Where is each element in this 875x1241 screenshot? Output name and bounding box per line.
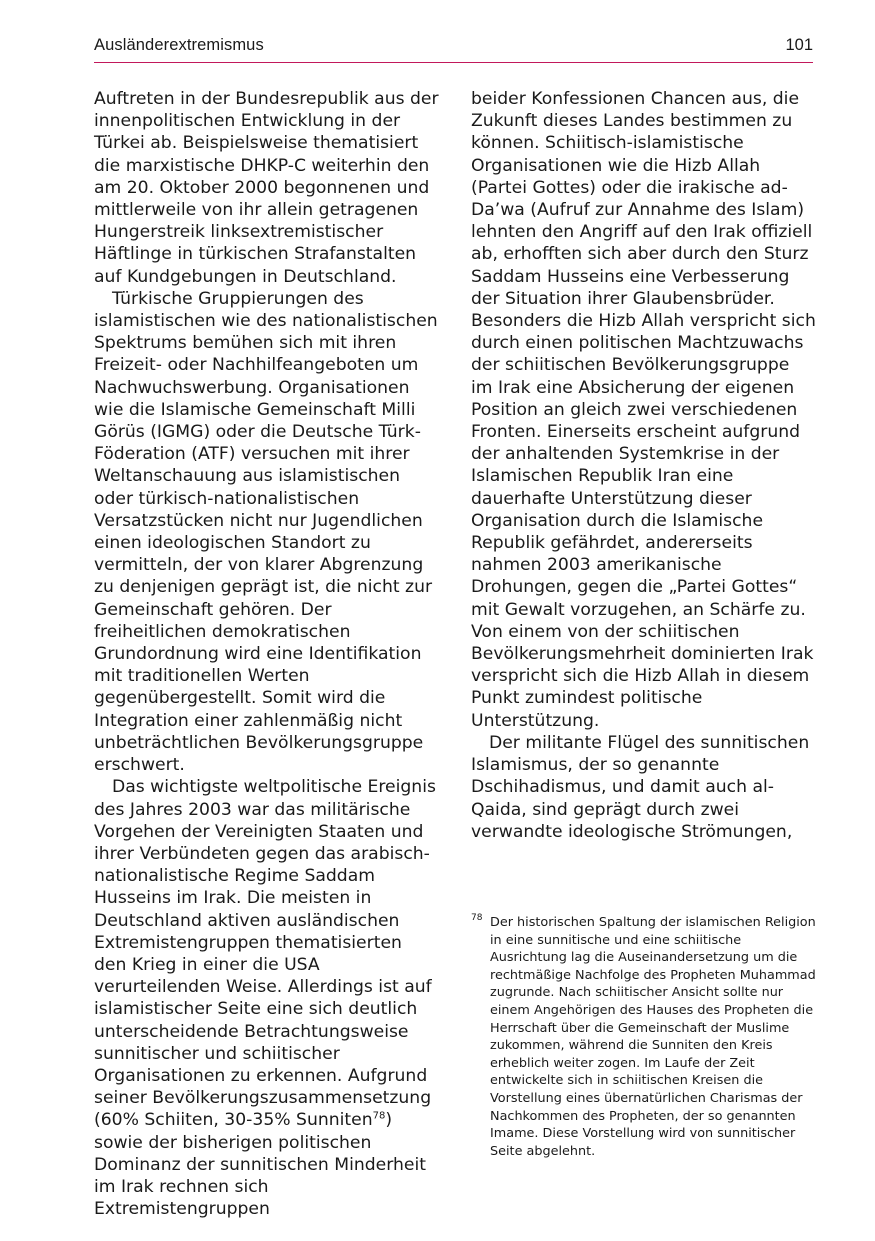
paragraph-1: Auftreten in der Bundesrepublik aus der innenpolitischen Entwicklung in der Türkei ab. Beispielsweise thematisiert die marxistische DHKP-C weiterhin den am 20. Oktober 2000 begonnenen und mittlerweile von ihr allein getragenen Hungerstreik linksextremistischer Häftlinge in türkischen Strafanstalten auf Kundgebungen in Deutschland.: [94, 89, 439, 287]
paragraph-3-text-a: Das wichtigste weltpolitische Ereignis des Jahres 2003 war das militärische Vorgehen der Vereinigten Staaten und ihrer Verbündeten gegen das arabisch-nationalistische Regime Saddam Husseins im Irak. Die meisten in Deutschland aktiven ausländischen Extremistengruppen thematisierten den Krieg in einer die USA verurteilenden Weise. Allerdings ist auf islamistischer Seite eine sich deutlich unterscheidende Betrachtungsweise sunnitischer und schiitischer Organisationen zu erkennen. Aufgrund seiner Bevölkerungszusammensetzung (60% Schiiten, 30-35% Sunniten: [94, 777, 436, 1131]
paragraph-5: Der militante Flügel des sunnitischen Islamismus, der so genannte Dschihadismus, und damit auch al-Qaida, sind geprägt durch zwei verwandte ideologische Strömungen,: [471, 732, 810, 842]
page-number: 101: [785, 36, 813, 54]
chapter-title: Ausländerextremismus: [94, 36, 264, 54]
footnote-text: Der historischen Spaltung der islamischen Religion in eine sunnitische und eine schiitische Ausrichtung lag die Auseinandersetzung um die rechtmäßige Nachfolge des Propheten Muhammad zugrunde. Nach schiitischer Ansicht sollte nur einem Angehörigen des Hauses des Propheten die Herrschaft über die Gemeinschaft der Muslime zukommen, während die Sunniten den Kreis erheblich weiter zogen. Im Laufe der Zeit entwickelte sich in schiitischen Kreisen die Vorstellung eines übernatürlichen Charismas der Nachkommen des Propheten, der so genannten Imame. Diese Vorstellung wird von sunnitischer Seite abgelehnt.: [490, 915, 816, 1159]
paragraph-3: [94, 776, 439, 1220]
footnote-number: 78: [471, 913, 483, 923]
footnote-reference[interactable]: 78: [372, 1110, 386, 1122]
paragraph-4: beider Konfessionen Chancen aus, die Zukunft dieses Landes bestimmen zu können. Schiitisch-islamistische Organisationen wie die Hizb Allah (Partei Gottes) oder die irakische ad-Da’wa (Aufruf zur Annahme des Islam) lehnten den Angriff auf den Irak offiziell ab, erhofften sich aber durch den Sturz Saddam Husseins eine Verbesserung der Situation ihrer Glaubensbrüder. Besonders die Hizb Allah verspricht sich durch einen politischen Machtzuwachs der schiitischen Bevölkerungsgruppe im Irak eine Absicherung der eigenen Position an gleich zwei verschiedenen Fronten. Einerseits erscheint aufgrund der anhaltenden Systemkrise in der Islamischen Republik Iran eine dauerhafte Unterstützung dieser Organisation durch die Islamische Republik gefährdet, andererseits nahmen 2003 amerikanische Drohungen, gegen die „Partei Gottes“ mit Gewalt vorzugehen, an Schärfe zu. Von einem von der schiitischen Bevölkerungsmehrheit dominierten Irak verspricht sich die Hizb Allah in diesem Punkt zumindest politische Unterstützung.: [471, 89, 816, 731]
right-column: [471, 88, 816, 843]
paragraph-2: Türkische Gruppierungen des islamistischen wie des nationalistischen Spektrums bemühen sich mit ihren Freizeit- oder Nachhilfeangeboten um Nachwuchswerbung. Organisationen wie die Islamische Gemeinschaft Milli Görüs (IGMG) oder die Deutsche Türk-Föderation (ATF) versuchen mit ihrer Weltanschauung aus islamistischen oder türkisch-nationalistischen Versatzstücken nicht nur Jugendlichen einen ideologischen Standort zu vermitteln, der von klarer Abgrenzung zu denjenigen geprägt ist, die nicht zur Gemeinschaft gehören. Der freiheitlichen demokratischen Grundordnung wird eine Identifikation mit traditionellen Werten gegenübergestellt. Somit wird die Integration einer zahlenmäßig nicht unbeträchtlichen Bevölkerungsgruppe erschwert.: [94, 288, 438, 776]
left-column: [94, 88, 439, 1220]
running-header: [94, 34, 813, 63]
footnote-78: [471, 914, 816, 1160]
paragraph-3-text-b: ) sowie der bisherigen politischen Dominanz der sunnitischen Minderheit im Irak rechnen sich Extremistengruppen: [94, 1110, 426, 1220]
